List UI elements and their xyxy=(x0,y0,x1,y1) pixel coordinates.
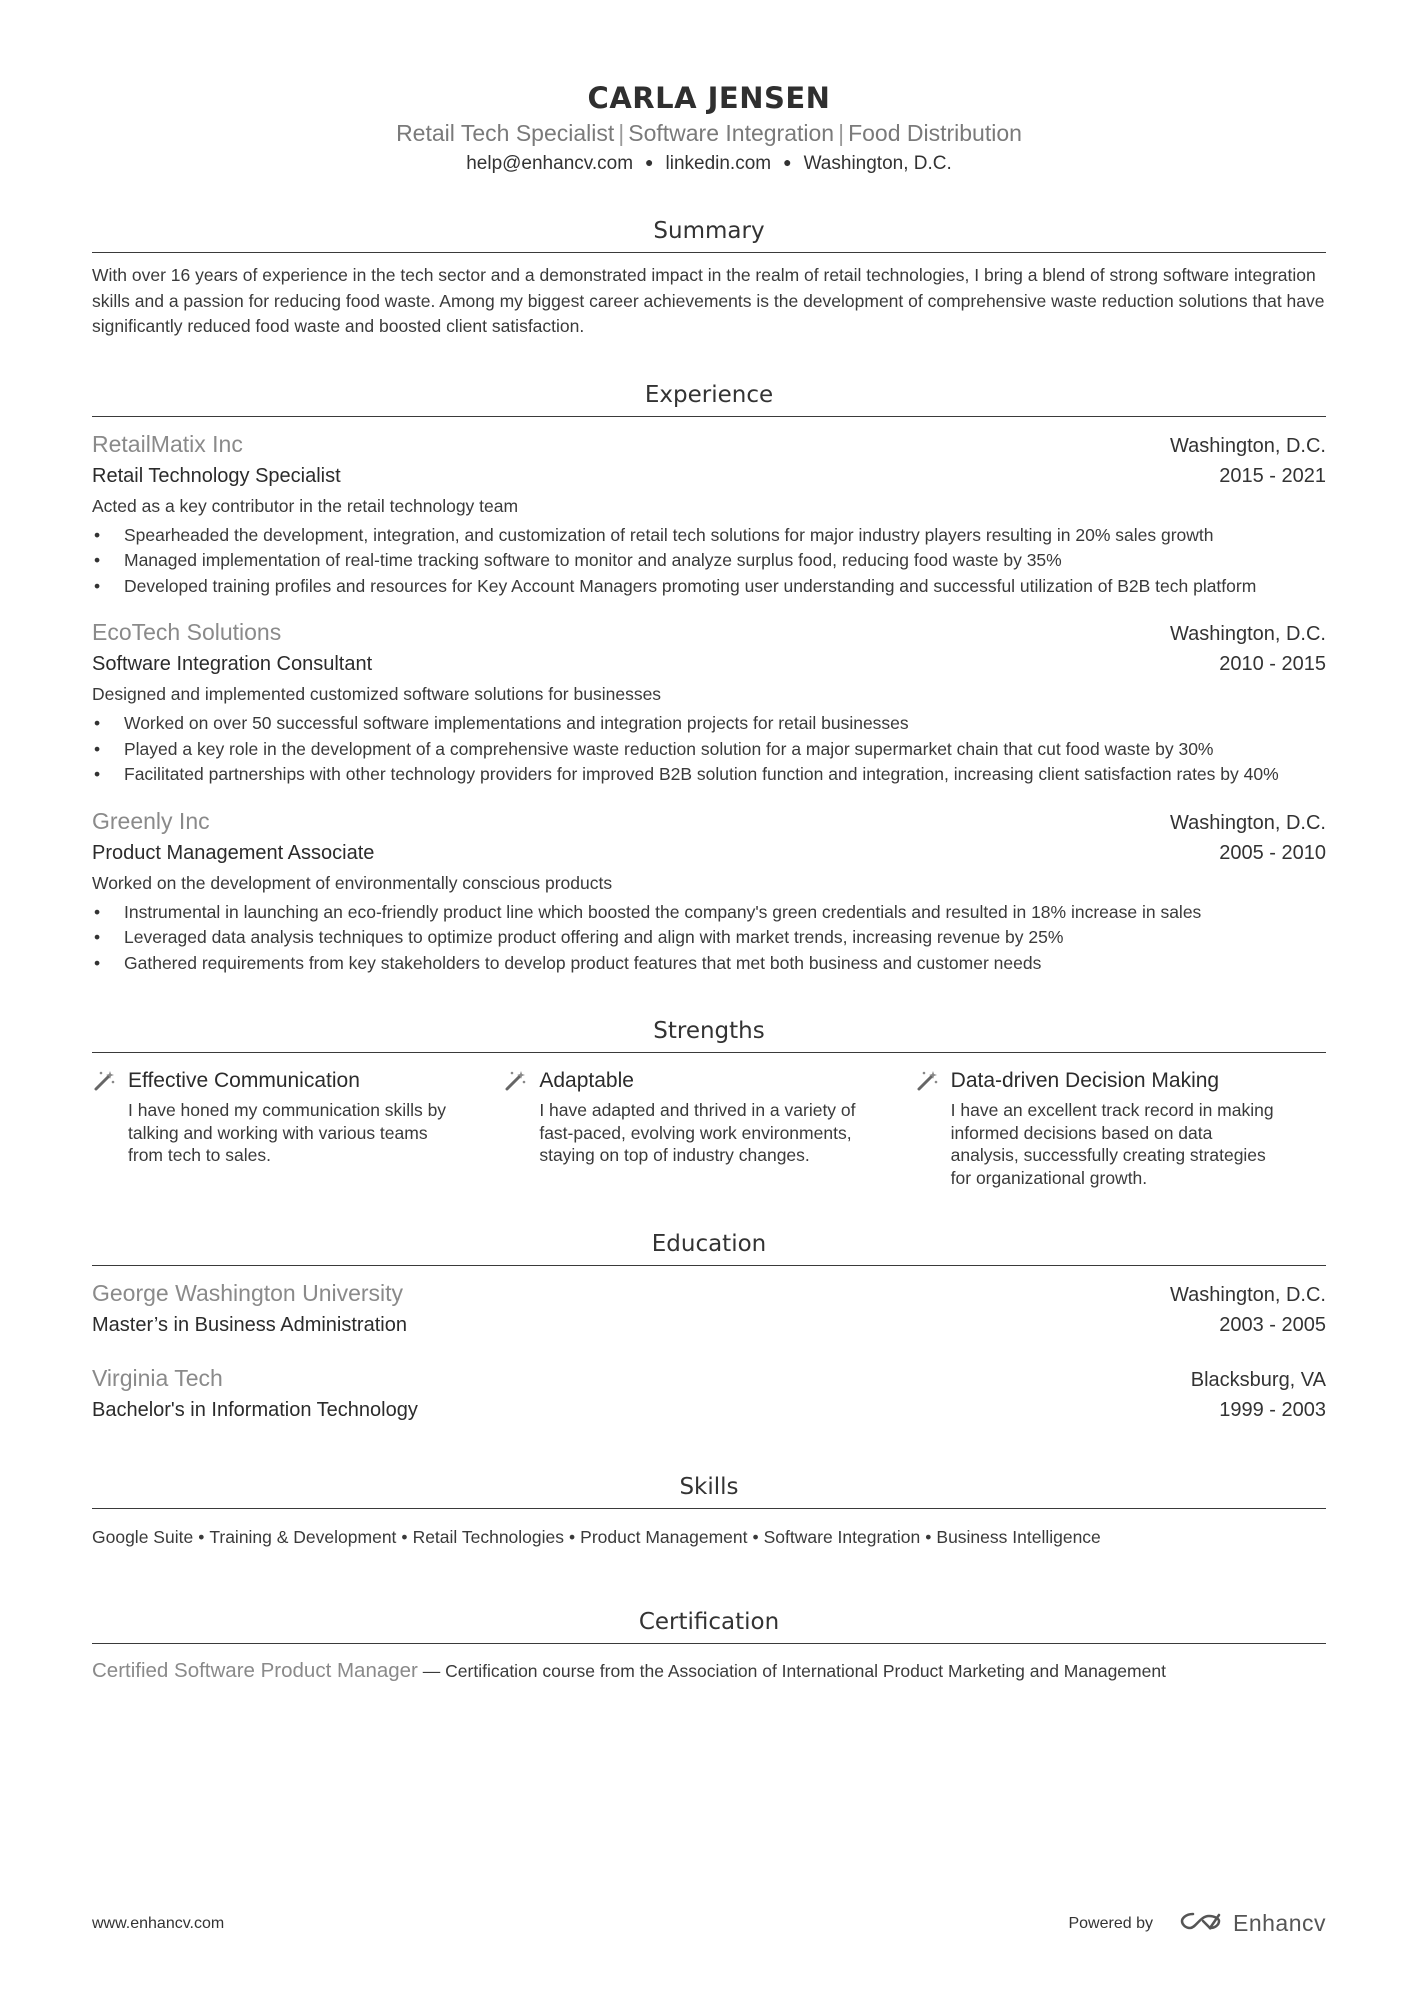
powered-by xyxy=(1068,1910,1326,1937)
job-entry xyxy=(92,806,1326,977)
bullet-item: • Leveraged data analysis techniques to optimize product offering and align with market trends, increasing revenue by 25% xyxy=(124,925,1326,951)
bullet-item: • Managed implementation of real-time tracking software to monitor and analyze surplus food, reducing food waste by 35% xyxy=(124,548,1326,574)
bullet-item: • Worked on over 50 successful software implementations and integration projects for retail businesses xyxy=(124,711,1326,737)
strength-item xyxy=(503,1067,914,1189)
strength-text: I have honed my communication skills by talking and working with various teams from tech to sales. xyxy=(128,1100,447,1165)
job-description: Designed and implemented customized software solutions for businesses xyxy=(92,684,662,704)
school-name: Virginia Tech xyxy=(92,1365,223,1391)
certification-description: Certification course from the Association of International Product Marketing and Management xyxy=(445,1661,1166,1681)
section-title-certification: Certification xyxy=(92,1607,1326,1644)
bullet-item: • Gathered requirements from key stakeholders to develop product features that met both business and customer needs xyxy=(124,951,1326,977)
linkedin-link[interactable]: linkedin.com xyxy=(665,153,772,174)
job-location: Washington, D.C. xyxy=(1170,811,1326,834)
job-bullets xyxy=(92,523,1326,600)
email-link[interactable]: help@enhancv.com xyxy=(466,153,634,174)
education-entry xyxy=(92,1363,1326,1426)
job-entry xyxy=(92,617,1326,788)
job-title: Product Management Associate xyxy=(92,841,375,864)
headline-item: Retail Tech Specialist xyxy=(396,120,615,146)
strength-title: Effective Communication xyxy=(128,1069,360,1092)
magic-wand-icon xyxy=(92,1067,128,1189)
degree: Bachelor's in Information Technology xyxy=(92,1399,418,1421)
certification-separator: — xyxy=(422,1661,441,1681)
bullet-item: • Played a key role in the development of a comprehensive waste reduction solution for a major supermarket chain that cut food waste by 30% xyxy=(124,737,1326,763)
education-entry xyxy=(92,1278,1326,1341)
contact-line: help@enhancv.com ● linkedin.com ● Washington, D.C. xyxy=(466,153,952,174)
strength-title: Data-driven Decision Making xyxy=(950,1069,1220,1092)
job-location: Washington, D.C. xyxy=(1170,434,1326,457)
section-title-education: Education xyxy=(92,1229,1326,1266)
bullet-item: • Developed training profiles and resources for Key Account Managers promoting user understanding and successful utilization of B2B tech platform xyxy=(124,574,1326,600)
company-name: Greenly Inc xyxy=(92,807,210,834)
strength-title: Adaptable xyxy=(539,1069,634,1092)
strength-text: I have adapted and thrived in a variety of fast-paced, evolving work environments, staying on top of industry changes. xyxy=(539,1100,856,1165)
bullet-item: • Spearheaded the development, integration, and customization of retail tech solutions for major industry players resulting in 20% sales growth xyxy=(124,523,1326,549)
location-text: Washington, D.C. xyxy=(803,153,952,174)
job-dates: 2010 - 2015 xyxy=(1219,653,1326,675)
certification-entry xyxy=(92,1656,1326,1686)
section-title-summary: Summary xyxy=(92,216,1326,253)
school-location: Blacksburg, VA xyxy=(1190,1369,1326,1391)
strength-text: I have an excellent track record in making informed decisions based on data analysis, successfully creating strategies for organizational growth. xyxy=(950,1100,1274,1188)
summary-section xyxy=(92,216,1326,340)
strengths-section xyxy=(92,1016,1326,1189)
skill-item: Training & Development xyxy=(209,1527,397,1547)
skill-item: Software Integration xyxy=(763,1527,921,1547)
certification-name: Certified Software Product Manager xyxy=(92,1659,418,1682)
bullet-item: • Instrumental in launching an eco-friendly product line which boosted the company's green credentials and resulted in 18% increase in sales xyxy=(124,900,1326,926)
job-bullets xyxy=(92,711,1326,788)
job-dates: 2005 - 2010 xyxy=(1219,841,1326,864)
job-location: Washington, D.C. xyxy=(1170,623,1326,645)
degree: Master’s in Business Administration xyxy=(92,1314,407,1336)
job-bullets xyxy=(92,900,1326,977)
enhancv-logo-icon xyxy=(1179,1910,1225,1937)
education-dates: 2003 - 2005 xyxy=(1219,1314,1326,1336)
magic-wand-icon xyxy=(915,1067,951,1189)
job-dates: 2015 - 2021 xyxy=(1219,464,1326,487)
section-title-strengths: Strengths xyxy=(92,1016,1326,1053)
resume-page xyxy=(92,0,1326,1686)
headline: Retail Tech Specialist | Software Integration | Food Distribution xyxy=(396,120,1022,146)
experience-section xyxy=(92,380,1326,977)
summary-text: With over 16 years of experience in the tech sector and a demonstrated impact in the realm of retail technologies, I bring a blend of strong software integration skills and a passion for reducing food waste. Among my biggest career achievements is the development of comprehensive waste reduction solutions that have significantly reduced food waste and boosted client satisfaction. xyxy=(92,265,1325,336)
school-location: Washington, D.C. xyxy=(1170,1284,1326,1306)
enhancv-brand[interactable]: Enhancv xyxy=(1232,1910,1326,1936)
skill-item: Retail Technologies xyxy=(412,1527,565,1547)
education-dates: 1999 - 2003 xyxy=(1219,1399,1326,1421)
powered-by-label: Powered by xyxy=(1068,1914,1153,1932)
candidate-name: CARLA JENSEN xyxy=(587,81,831,115)
skills-list: Google Suite • Training & Development • Retail Technologies • Product Management • Software Integration • Business Intelligence xyxy=(92,1527,1101,1547)
page-footer xyxy=(92,1910,1326,1937)
strength-item xyxy=(915,1067,1326,1189)
section-title-experience: Experience xyxy=(92,380,1326,417)
skill-item: Business Intelligence xyxy=(936,1527,1101,1547)
job-description: Acted as a key contributor in the retail technology team xyxy=(92,495,519,516)
certification-section xyxy=(92,1607,1326,1686)
footer-website-link[interactable]: www.enhancv.com xyxy=(92,1914,225,1932)
job-entry xyxy=(92,429,1326,600)
strength-item xyxy=(92,1067,503,1189)
headline-item: Food Distribution xyxy=(848,120,1022,146)
magic-wand-icon xyxy=(503,1067,539,1189)
section-title-skills: Skills xyxy=(92,1472,1326,1509)
headline-item: Software Integration xyxy=(628,120,835,146)
resume-header xyxy=(92,0,1326,176)
education-section xyxy=(92,1229,1326,1426)
skill-item: Google Suite xyxy=(92,1527,194,1547)
school-name: George Washington University xyxy=(92,1280,404,1306)
company-name: EcoTech Solutions xyxy=(92,619,282,645)
job-title: Software Integration Consultant xyxy=(92,653,373,675)
company-name: RetailMatix Inc xyxy=(92,430,243,457)
skills-section xyxy=(92,1472,1326,1549)
job-description: Worked on the development of environmentally conscious products xyxy=(92,872,613,893)
skill-item: Product Management xyxy=(580,1527,748,1547)
job-title: Retail Technology Specialist xyxy=(92,464,341,487)
bullet-item: • Facilitated partnerships with other technology providers for improved B2B solution function and integration, increasing client satisfaction rates by 40% xyxy=(124,762,1326,788)
strengths-grid xyxy=(92,1067,1326,1189)
